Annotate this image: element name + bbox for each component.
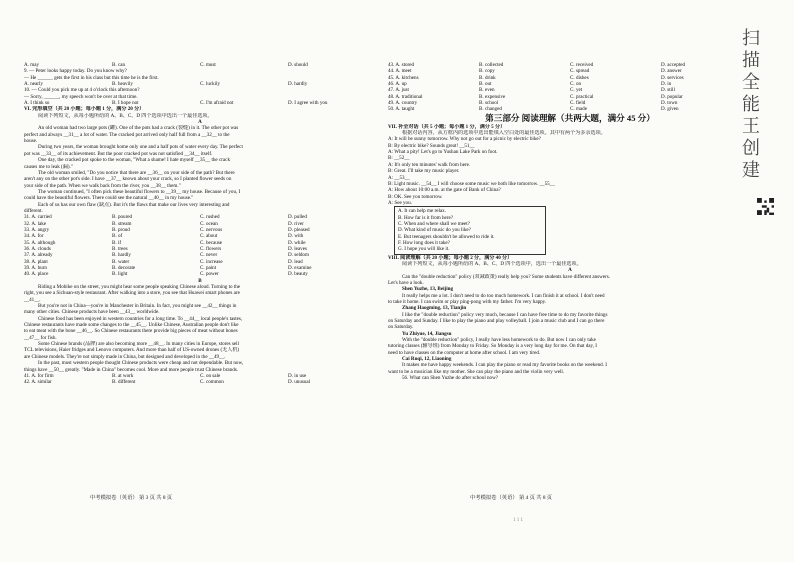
question-56: 56. What can Shen Yuzhe do after school now? [402, 375, 499, 382]
dialog-line: B: Great. I'll take my music player. [388, 168, 460, 175]
option-choice: 41. A. for firm [24, 372, 54, 379]
option-choice: D. popular [661, 93, 683, 100]
passage-b-line: things have __50__ greatly. "Made in China" becomes cool. More and more people trust Chinese brands. [24, 366, 239, 373]
question-9-blank: — He ______ gets the first in his class but this time he is the first. [24, 74, 159, 81]
option-choice: B. school [479, 100, 499, 107]
option-choice: C. yet [570, 87, 583, 94]
option-choice: 33. A. angry [24, 226, 50, 233]
option-choice: C. practical [570, 93, 594, 100]
option-choice: C. flowers [200, 245, 222, 252]
option-choice: C. spread [570, 68, 590, 75]
reading-line: I like the "double reduction" policy very much, because I can have free time to do my favorite things [402, 311, 608, 318]
passage-a-line: The woman continued, "I often pick these beautiful flowers to __39__ my house. Because of you, I [38, 188, 241, 195]
option-choice: B. of [112, 233, 123, 240]
passage-a-line: perfect and always __31__ a lot of water. The cracked pot arrived only half full from a __32__ to the [24, 131, 230, 138]
option-choice: 44. A. meet [388, 68, 412, 75]
option-choice: B. water [112, 258, 130, 265]
reading-name: Shen Yuzhe, 13, Beijing [402, 286, 453, 293]
option-choice: B. drink [479, 74, 496, 81]
option-choice: A. I think so [24, 100, 50, 107]
passage-b-line: many other cities. Chinese products have been __43__ worldwide. [24, 309, 160, 316]
option-choice: C. dishes [570, 74, 589, 81]
option-choice: C. must [200, 62, 216, 68]
option-choice: D. should [288, 62, 308, 68]
reading-line: on Saturday. [388, 324, 414, 331]
option-choice: D. town [661, 100, 678, 107]
option-choice: B. stream [112, 220, 132, 227]
passage-a-line: causes me to leak (漏)." [24, 163, 73, 170]
option-choice: C. luckily [200, 81, 221, 88]
dialog-line: A: How about 10:00 a.m. at the gate of Bank of China? [388, 187, 501, 194]
box-option: B. How far is it from here? [398, 214, 454, 221]
option-choice: 37. A. already [24, 252, 53, 259]
dialog-line: B: Light music. __54__ I will choose some music we both like tomorrow. __55__ [388, 180, 555, 187]
passage-a-line: pot was __33__ of its achievement. But the poor cracked pot was not satisfied __34__ itself. [24, 150, 213, 157]
option-choice: B. decorate [112, 265, 136, 271]
passage-b-line: are Chinese models. They're not simply made in China, but designed and developed in the __49__. [24, 353, 226, 360]
option-choice: 32. A. lake [24, 220, 47, 227]
dialog-line: A: It will be sunny tomorrow. Why not go out for a picnic by electric bike? [388, 136, 541, 143]
dialog-options-box [394, 206, 546, 254]
passage-b-line: TCL televisions, Haier fridges and Lenovo computers. And more than half of US-owned drones (无人机) [24, 347, 240, 354]
section-6-instruction: 阅读下列短文，从每小题所给的 A、B、C、D 四个选项中选出一个最佳选项。 [38, 112, 213, 119]
option-choice: C. I'm afraid not [200, 100, 234, 107]
section-8-title: VIII. 阅读理解（共 20 小题；每小题 2 分，满分 40 分） [388, 254, 513, 261]
dialog-line: A: __53__ [388, 174, 410, 181]
option-choice: D. pulled [288, 214, 307, 221]
option-choice: 49. A. country [388, 100, 418, 107]
question-10-blank: — Sorry, ______, my speech won't be over at that time. [24, 93, 138, 100]
option-choice: C. power [200, 271, 219, 278]
passage-a-line: One day, the cracked pot spoke to the woman, "What a shame! I hate myself __35__ the crack [38, 157, 230, 164]
left-column [24, 62, 376, 386]
option-choice: 38. A. plant [24, 258, 48, 265]
dialog-line: A: What a pity! Let's go to Yushan Lake Park on foot. [388, 149, 498, 156]
option-choice: D. still [661, 87, 675, 94]
reading-line: Let's have a look. [388, 280, 424, 286]
option-choice: C. common [200, 379, 224, 386]
reading-line: It really helps me a lot. I don't need to do too much homework. I can finish it at school. I don't need [402, 292, 605, 299]
passage-a-line: house. [24, 138, 38, 145]
dialog-line: B: __52__ [388, 155, 410, 162]
passage-a-line: your side of the path. When we walk back from the river, you __38__ them." [24, 182, 181, 189]
passage-b-line: Some Chinese brands (品牌) are also becoming more __48__. In many cities in Europe, stores sell [38, 341, 240, 348]
question-10: 10. — Could you pick me up at 4 o'clock this afternoon? [24, 87, 140, 94]
option-choice: D. I agree with you [288, 100, 328, 107]
passage-b-line: But you're not in China—you're in Manchester in Britain. In fact, you might see __42__ things in [38, 303, 237, 310]
box-option: D. What kind of music do you like? [398, 227, 471, 234]
option-choice: 35. A. although [24, 239, 56, 246]
scan-mark: 1 1 1 [513, 518, 523, 523]
option-choice: D. lead [288, 258, 303, 265]
option-choice: B. if [112, 239, 122, 246]
option-choice: B. proud [112, 226, 130, 233]
option-choice: C. about [200, 233, 218, 240]
section-7-instruction: 根据对话内容，从方框内的选项中选出能填入空白处的最佳选项。其中有两个为多余选项。 [402, 130, 606, 137]
section-7-title: VII. 补全对话（共 5 小题；每小题 1 分，满分 5 分） [388, 123, 506, 130]
passage-a-line: different. [24, 207, 43, 214]
reading-line: With the "double reduction" policy, I really have less homework to do. But now I can only take [402, 337, 596, 344]
box-option: A. It can help me relax. [398, 208, 446, 215]
passage-b-line: __41__. [24, 296, 41, 303]
option-choice: B. heavily [112, 81, 133, 88]
passage-b-line: right, you see a Sichuan-style restaurant. After walking into a store, you see that Huawei smart phones are [24, 290, 240, 297]
options-row [24, 379, 376, 385]
option-choice: C. never [200, 252, 218, 259]
option-choice: C. field [570, 100, 586, 107]
option-choice: D. in use [288, 372, 307, 379]
option-choice: 31. A. carried [24, 214, 52, 221]
option-choice: 50. A. taught [388, 106, 415, 113]
reading-line: to take it home. I can swim or play ping-pong with my father. I'm very happy. [388, 299, 547, 306]
scanner-watermark: 扫描全能王 创建 [742, 28, 760, 181]
option-choice: D. beauty [288, 271, 308, 278]
option-choice: B. expensive [479, 93, 506, 100]
passage-b-label: B [198, 277, 202, 284]
dialog-line: A: It's only ten minutes' walk from here. [388, 161, 471, 168]
option-choice: 45. A. kitchens [388, 74, 419, 81]
section-8-instruction: 阅读下列短文，从每小题所给的 A、B、C、D 四个选项中，选出一个最佳选项。 [402, 260, 582, 267]
passage-b-line: In the past, most western people thought Chinese products were cheap and not dependable. But now, [38, 360, 244, 367]
option-choice: D. unusual [288, 379, 311, 386]
option-choice: D. seldom [288, 252, 309, 259]
option-choice: C. rushed [200, 214, 220, 221]
option-choice: B. even [479, 87, 495, 94]
passage-a-line: Each of us has our own flaw (缺点). But it's the flaws that make our lives very interesting and [38, 201, 230, 208]
passage-a-line: During two years, the woman brought home only one and a half pots of water every day. The perfect [38, 144, 243, 151]
left-page-footer: 中考模拟卷（英语） 第 3 页 共 8 页 [90, 495, 173, 501]
passage-b-line: Riding a Mobike on the street, you might hear some people speaking Chinese aloud. Turning to the [38, 284, 241, 291]
passage-a-line: could have the beautiful flowers. There could see the natural __40__ in my house." [24, 195, 194, 202]
option-choice: D. while [288, 239, 306, 246]
reading-name: Cai Ruqi, 12, Liaoning [402, 356, 452, 363]
option-choice: C. paint [200, 265, 217, 271]
reading-line: need to have classes on the computer at home after school. I am very tired. [388, 349, 541, 356]
passage-a-line: aren't any on the other pot's side. I have __37__ known about your crack, so I planted flower seeds on [24, 176, 232, 183]
option-choice: D. accepted [661, 62, 686, 68]
option-choice: B. I hope not [112, 100, 139, 107]
option-choice: D. with [288, 233, 304, 240]
option-choice: B. hardly [112, 252, 131, 259]
option-choice: C. ocean [200, 220, 218, 227]
passage-b-line: Chinese food has been enjoyed in western countries for a long time. To __44__ local people's tastes, [38, 315, 243, 322]
option-choice: 40. A. place [24, 271, 49, 278]
reading-line: tutoring classes (辅导班) from Monday to Friday. So Monday is a very long day for me. On that day, I [388, 343, 597, 350]
option-choice: C. increase [200, 258, 223, 265]
option-choice: C. on sale [200, 372, 221, 379]
passage-b-line: __47__ for fish. [24, 334, 57, 341]
options-row [388, 106, 752, 112]
box-option: C. When and where shall we meet? [398, 220, 470, 227]
passage-a-label: A [198, 119, 202, 126]
option-choice: 36. A. clouds [24, 245, 51, 252]
part-3-title: 第三部分 阅读理解（共两大题，满分 45 分） [485, 112, 655, 123]
reading-line: Can the "double reduction" policy (双减政策) really help you? Some students have different answers. [402, 273, 611, 280]
dialog-line: B: By electric bike? Sounds great! __51__ [388, 142, 475, 149]
box-option: F. How long does it take? [398, 239, 450, 246]
passage-b-line: Chinese restaurants have made some changes to the __45__. Unlike Chinese, Australian people don't like [24, 322, 239, 329]
option-choice: D. pleased [288, 226, 310, 233]
option-choice: 39. A. burn [24, 265, 47, 271]
option-choice: C. received [570, 62, 594, 68]
options-row [24, 271, 376, 277]
option-choice: 43. A. stored [388, 62, 415, 68]
option-choice: B. out [479, 81, 492, 88]
option-choice: 42. A. similar [24, 379, 52, 386]
option-choice: B. at work [112, 372, 134, 379]
option-choice: A. nearly [24, 81, 43, 88]
option-choice: B. changed [479, 106, 502, 113]
option-choice: B. collected [479, 62, 504, 68]
right-page-footer: 中考模拟卷（英语） 第 4 页 共 8 页 [470, 495, 553, 501]
option-choice: C. on [570, 81, 582, 88]
passage-a-label: A [568, 267, 572, 274]
option-choice: D. services [661, 74, 684, 81]
option-choice: D. examine [288, 265, 312, 271]
option-choice: B. trees [112, 245, 128, 252]
option-choice: D. given [661, 106, 679, 113]
reading-name: Yu Zhiyue, 14, Jiangsu [402, 330, 452, 337]
option-choice: D. answer [661, 68, 682, 75]
option-choice: D. hardly [288, 81, 308, 88]
reading-name: Zhang Haogming, 13, Tianjin [402, 305, 467, 312]
passage-a-line: An old woman had two large pots (罐). One of the pots had a crack (裂缝) in it. The other pot was [38, 125, 239, 132]
option-choice: B. can [112, 62, 126, 68]
box-option: G. I hope you will like it. [398, 246, 450, 253]
option-choice: 46. A. up [388, 81, 407, 88]
box-option: E. But teenagers shouldn't be allowed to ride it. [398, 233, 495, 240]
option-choice: B. copy [479, 68, 495, 75]
option-choice: C. because [200, 239, 223, 246]
passage-a-line: The old woman smiled, "Do you notice that there are __36__ on your side of the path? But there [38, 169, 235, 176]
option-choice: 48. A. traditional [388, 93, 423, 100]
question-9: 9. — Peter looks happy today. Do you know why? [24, 68, 127, 75]
option-choice: A. may [24, 62, 39, 68]
qr-code-icon [757, 198, 774, 215]
dialog-line: A: See you. [388, 199, 412, 206]
reading-line: It makes me have happy weekends. I can play the piano or read my favorite books on the weekend. I [402, 362, 607, 369]
option-choice: 47. A. just [388, 87, 409, 94]
option-choice: C. nervous [200, 226, 223, 233]
right-column [388, 62, 752, 382]
option-choice: C. made [570, 106, 587, 113]
reading-line: want to be a musician like my mother. She can play the piano and the violin very well. [388, 368, 565, 375]
option-choice: B. different [112, 379, 136, 386]
option-choice: B. light [112, 271, 128, 278]
dialog-line: B: OK. See you tomorrow. [388, 193, 443, 200]
option-choice: D. leaves [288, 245, 307, 252]
section-6-title: VI. 完形填空（共 20 小题；每小题 1 分，满分 20 分） [24, 106, 145, 113]
option-choice: D. in [661, 81, 672, 88]
option-choice: B. poured [112, 214, 133, 221]
option-choice: 34. A. for [24, 233, 44, 240]
reading-line: on Saturday and Sunday. I like to play the piano and play volleyball. I join a music club and I can go there [388, 318, 605, 325]
option-choice: D. river [288, 220, 304, 227]
passage-b-line: to eat meat with the bone __46__. So Chinese restaurants there provide big pieces of meat without bones [24, 328, 238, 335]
